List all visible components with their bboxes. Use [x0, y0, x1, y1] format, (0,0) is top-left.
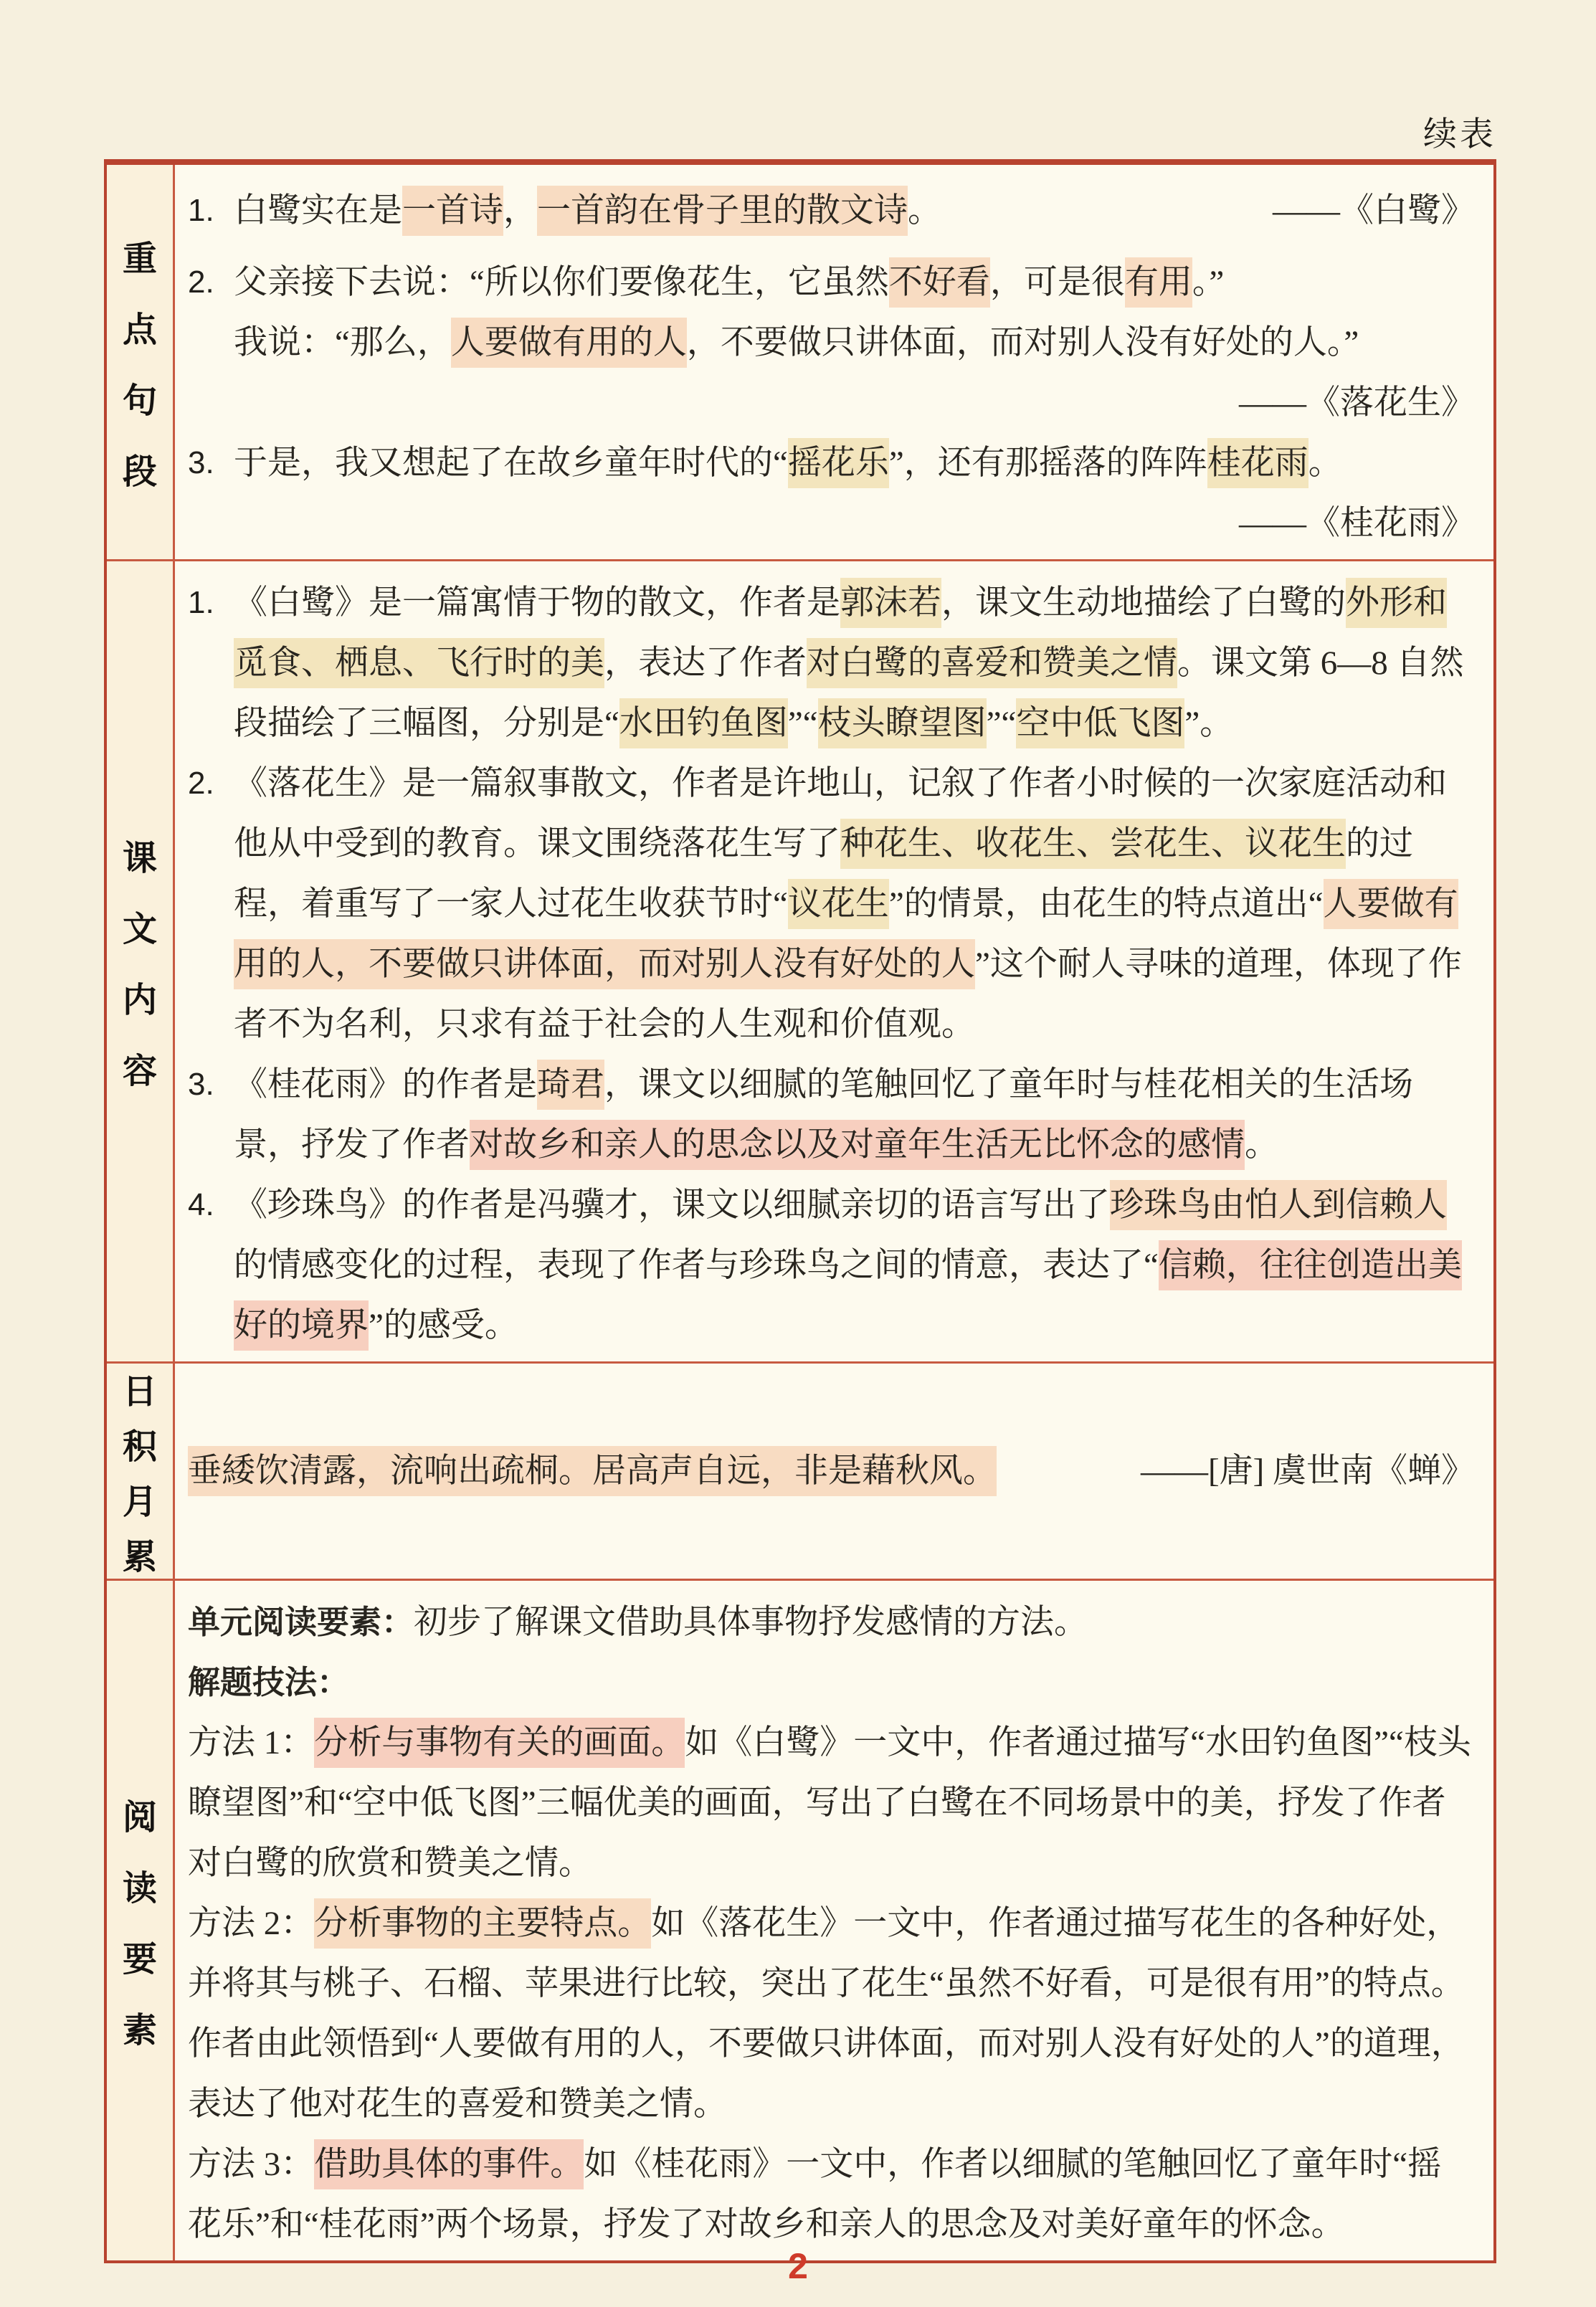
text-run: ，不要做只讲体面，而对别人没有好处的人。” — [686, 324, 1359, 361]
row-header-label — [123, 1789, 157, 2052]
text-run: 方法 1： — [188, 1724, 315, 1761]
item-text — [234, 181, 1475, 241]
row-header-char: 要 — [122, 1941, 157, 1979]
highlighted-text: 一首诗 — [402, 186, 503, 236]
source-attribution: ——《落花生》 — [1239, 384, 1475, 422]
item-text — [234, 573, 1475, 753]
highlighted-text: 有用 — [1125, 257, 1192, 308]
highlighted-text: 空中低飞图 — [1016, 698, 1184, 748]
highlighted-text: 摇花乐 — [788, 438, 889, 488]
text-run: 于是，我又想起了在故乡童年时代的“ — [234, 444, 788, 482]
text-line — [234, 573, 1475, 753]
item-number: 2. — [188, 265, 214, 300]
highlighted-text: 借助具体的事件。 — [314, 2139, 584, 2189]
item-text — [188, 1893, 1475, 2134]
text-line — [234, 252, 1475, 313]
row-header-label — [123, 1364, 157, 1579]
row-header-char: 阅 — [122, 1799, 157, 1837]
text-run: ”，还有那摇落的阵阵 — [888, 444, 1207, 482]
text-line — [188, 1592, 1475, 1652]
page-number: 2 — [788, 2246, 808, 2286]
text-run: ，表达了作者 — [604, 644, 807, 682]
text-line — [234, 1175, 1475, 1356]
row-content-reading-elements — [175, 1581, 1493, 2260]
highlighted-text: 人要做有用的人，不要做只讲体面，而对别人没有好处的人 — [234, 879, 1458, 989]
row-header-char: 内 — [122, 981, 157, 1019]
row-header-char: 点 — [122, 311, 157, 349]
list-item — [188, 252, 1475, 433]
text-run: 的情感变化的过程，表现了作者与珍珠鸟之间的情意，表达了“ — [234, 1247, 1159, 1284]
highlighted-text: 水田钓鱼图 — [619, 698, 788, 748]
item-text — [234, 1055, 1475, 1175]
item-number: 1. — [188, 193, 214, 228]
row-header-char: 重 — [122, 240, 157, 278]
summary-table — [104, 159, 1496, 2263]
paragraph — [188, 1652, 1475, 1713]
text-run: ， — [503, 192, 537, 229]
highlighted-text: 郭沫若 — [840, 578, 941, 628]
source-attribution: ——《白鹭》 — [1273, 192, 1475, 229]
row-header-reading-elements — [107, 1581, 175, 2260]
text-run: 。” — [1192, 264, 1225, 301]
text-run: 。 — [1308, 444, 1342, 482]
item-text — [188, 1592, 1475, 1652]
text-line — [234, 753, 1475, 1055]
text-line — [188, 1713, 1475, 1893]
highlighted-text: 分析与事物有关的画面。 — [314, 1718, 685, 1768]
highlighted-text: 桂花雨 — [1207, 438, 1308, 488]
item-text — [234, 1175, 1475, 1356]
row-header-key-sentences — [107, 165, 175, 559]
text-line — [234, 313, 1475, 373]
highlighted-text: 议花生 — [788, 879, 889, 929]
item-number: 2. — [188, 766, 214, 801]
item-number: 1. — [188, 585, 214, 620]
text-run: ，课文以细腻的笔触回忆了童年时与桂花相关的生活场景，抒发了作者 — [234, 1066, 1413, 1164]
item-text — [188, 1652, 1475, 1713]
row-content-key-sentences — [175, 165, 1493, 559]
highlighted-text: 枝头瞭望图 — [818, 698, 987, 748]
text-run: 《珍珠鸟》的作者是冯骥才，课文以细腻亲切的语言写出了 — [234, 1186, 1110, 1224]
text-line — [188, 1652, 1475, 1713]
text-run: 白鹭实在是 — [234, 192, 402, 229]
row-header-char: 课 — [122, 839, 157, 877]
highlighted-text: 人要做有用的人 — [451, 318, 687, 368]
item-text — [234, 252, 1475, 433]
text-run: 《白鹭》是一篇寓情于物的散文，作者是 — [234, 584, 840, 622]
source-attribution: ——《桂花雨》 — [1239, 505, 1475, 542]
table-row-daily-accumulation — [107, 1364, 1493, 1581]
table-row-key-sentences — [107, 165, 1493, 561]
paragraph — [188, 2134, 1475, 2255]
text-run: ”的感受。 — [369, 1307, 518, 1344]
highlighted-text: 一首韵在骨子里的散文诗 — [537, 186, 908, 236]
text-line — [188, 1893, 1475, 2134]
row-header-text-content — [107, 561, 175, 1361]
highlighted-text: 对白鹭的喜爱和赞美之情 — [807, 638, 1177, 688]
text-run: 《落花生》是一篇叙事散文，作者是许地山，记叙了作者小时候的一次家庭活动和他从中受到的教育。课文围绕落花生写了 — [234, 765, 1447, 862]
text-run: ”这个耐人寻味的道理，体现了作者不为名利，只求有益于社会的人生观和价值观。 — [234, 946, 1462, 1043]
text-run: ”的情景，由花生的特点道出“ — [888, 885, 1324, 923]
item-text — [188, 2134, 1475, 2255]
text-run: 我说：“那么， — [234, 324, 451, 361]
continued-table-label: 续表 — [1423, 116, 1496, 153]
row-header-char: 文 — [122, 910, 157, 948]
row-header-label — [123, 830, 157, 1093]
text-run: 。 — [908, 192, 941, 229]
text-run: ，可是很 — [989, 264, 1125, 301]
highlighted-text: 琦君 — [537, 1060, 604, 1110]
text-run: 的过程，着重写了一家人过花生收获节时“ — [234, 825, 1413, 923]
text-run: ”。 — [1184, 705, 1234, 742]
item-text — [234, 753, 1475, 1055]
row-content-text-content — [175, 561, 1493, 1361]
highlighted-text: 分析事物的主要特点。 — [314, 1898, 651, 1949]
text-run: 父亲接下去说：“所以你们要像花生，它虽然 — [234, 264, 889, 301]
row-header-char: 段 — [122, 453, 157, 491]
row-header-char: 读 — [122, 1870, 157, 1908]
row-header-char: 累 — [122, 1538, 157, 1576]
text-run: 《桂花雨》的作者是 — [234, 1066, 537, 1103]
paragraph — [188, 1713, 1475, 1893]
list-item — [188, 573, 1475, 753]
item-number: 3. — [188, 1067, 214, 1102]
row-content-daily-accumulation — [175, 1364, 1493, 1579]
list-item — [188, 1175, 1475, 1356]
row-header-char: 月 — [122, 1483, 157, 1521]
list-item — [188, 181, 1475, 241]
highlighted-text: 信赖，往往创造出美好的境界 — [234, 1240, 1462, 1351]
row-header-label — [123, 231, 157, 493]
highlighted-text: 不好看 — [889, 257, 990, 308]
highlighted-text: 珍珠鸟由怕人到信赖人 — [1110, 1180, 1447, 1230]
item-text — [188, 1441, 1475, 1501]
text-run: 。课文第 6—8 自然段描绘了三幅图，分别是“ — [234, 644, 1464, 742]
paragraph — [188, 1441, 1475, 1501]
text-line — [188, 2134, 1475, 2255]
item-text — [234, 433, 1475, 553]
highlighted-text: 外形和觅食、栖息、飞行时的美 — [234, 578, 1447, 688]
source-attribution: ——[唐] 虞世南《蝉》 — [1140, 1452, 1475, 1490]
item-text — [188, 1713, 1475, 1893]
highlighted-text: 对故乡和亲人的思念以及对童年生活无比怀念的感情 — [470, 1120, 1245, 1170]
list-item — [188, 433, 1475, 553]
row-header-char: 积 — [122, 1428, 157, 1466]
highlighted-text: 种花生、收花生、尝花生、议花生 — [840, 819, 1346, 869]
table-row-reading-elements — [107, 1581, 1493, 2260]
text-line — [234, 433, 1475, 493]
text-line — [234, 1055, 1475, 1175]
text-run: ”“ — [986, 705, 1017, 742]
row-header-char: 素 — [122, 2012, 157, 2050]
text-run: ”“ — [787, 705, 818, 742]
item-number: 4. — [188, 1187, 214, 1222]
text-run: 单元阅读要素： — [188, 1604, 414, 1640]
text-run: 如《落花生》一文中，作者通过描写花生的各种好处，并将其与桃子、石榴、苹果进行比较，突出了花生“虽然不好看，可是很有用”的特点。作者由此领悟到“人要做有用的人，不要做只讲体面，而对别人没有好处的人”的道理，表达了他对花生的喜爱和赞美之情。 — [188, 1905, 1465, 2123]
row-header-char: 日 — [122, 1373, 157, 1411]
text-run: 解题技法： — [188, 1664, 350, 1700]
text-run: 方法 3： — [188, 2146, 315, 2183]
paragraph — [188, 1893, 1475, 2134]
text-run: ，课文生动地描绘了白鹭的 — [941, 584, 1346, 622]
text-run: 。 — [1245, 1126, 1278, 1164]
text-run: 初步了解课文借助具体事物抒发感情的方法。 — [414, 1604, 1088, 1641]
row-header-char: 句 — [122, 382, 157, 420]
table-row-text-content — [107, 561, 1493, 1364]
row-header-daily-accumulation — [107, 1364, 175, 1579]
item-number: 3. — [188, 445, 214, 480]
text-run: 如《桂花雨》一文中，作者以细腻的笔触回忆了童年时“摇花乐”和“桂花雨”两个场景，抒发了对故乡和亲人的思念及对美好童年的怀念。 — [188, 2146, 1442, 2243]
list-item — [188, 753, 1475, 1055]
row-header-char: 容 — [122, 1052, 157, 1090]
text-run: 如《白鹭》一文中，作者通过描写“水田钓鱼图”“枝头瞭望图”和“空中低飞图”三幅优美的画面，写出了白鹭在不同场景中的美，抒发了作者对白鹭的欣赏和赞美之情。 — [188, 1724, 1471, 1882]
highlighted-text: 垂緌饮清露，流响出疏桐。居高声自远，非是藉秋风。 — [188, 1446, 997, 1496]
paragraph — [188, 1592, 1475, 1652]
text-run: 方法 2： — [188, 1905, 315, 1942]
list-item — [188, 1055, 1475, 1175]
